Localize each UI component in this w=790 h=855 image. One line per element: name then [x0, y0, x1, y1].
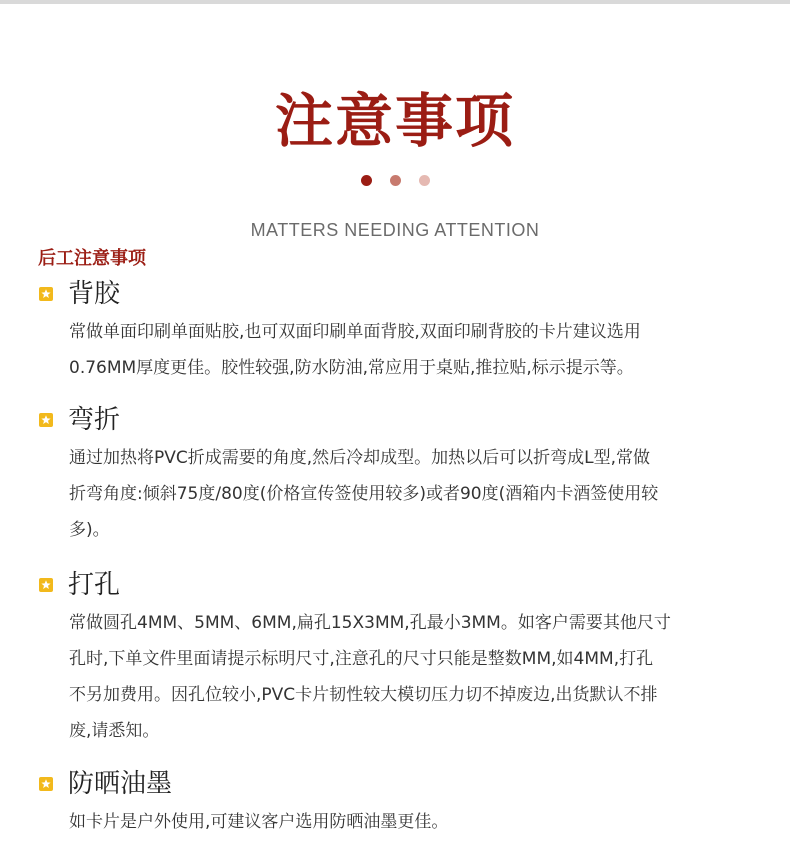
section-title: 打孔: [68, 570, 121, 600]
body-line: 废,请悉知。: [69, 721, 160, 741]
body-line: 多)。: [69, 520, 110, 540]
section-punching: [0, 565, 790, 749]
page-subtitle: MATTERS NEEDING ATTENTION: [250, 220, 540, 240]
body-line: 折弯角度:倾斜75度/80度(价格宣传签使用较多)或者90度(酒箱内卡酒签使用较: [69, 484, 659, 504]
star-badge-icon: [38, 412, 54, 428]
section-backing-adhesive: [0, 274, 790, 386]
body-line: 如卡片是户外使用,可建议客户选用防晒油墨更佳。: [69, 812, 449, 832]
dot-3: [419, 175, 430, 186]
body-line: 不另加费用。因孔位较小,PVC卡片韧性较大模切压力切不掉废边,出货默认不排: [69, 685, 658, 705]
section-header: [0, 565, 790, 605]
body-line: 常做单面印刷单面贴胶,也可双面印刷单面背胶,双面印刷背胶的卡片建议选用: [69, 322, 641, 342]
body-line: 通过加热将PVC折成需要的角度,然后冷却成型。加热以后可以折弯成L型,常做: [69, 448, 651, 468]
star-badge-icon: [38, 776, 54, 792]
category-label: 后工注意事项: [38, 248, 146, 269]
section-bending: [0, 400, 790, 548]
body-line: 0.76MM厚度更佳。胶性较强,防水防油,常应用于桌贴,推拉贴,标示提示等。: [69, 358, 634, 378]
section-body: [69, 440, 760, 548]
section-title: 弯折: [68, 405, 121, 435]
decorative-dots: [0, 175, 790, 186]
page-title: 注意事项: [274, 87, 515, 155]
star-badge-icon: [38, 577, 54, 593]
section-body: [69, 804, 760, 840]
body-line: 常做圆孔4MM、5MM、6MM,扁孔15X3MM,孔最小3MM。如客户需要其他尺寸: [69, 613, 671, 633]
section-header: [0, 400, 790, 440]
top-divider: [0, 0, 790, 4]
section-title: 防晒油墨: [68, 769, 173, 799]
section-body: [69, 605, 760, 749]
section-uv-ink: [0, 764, 790, 840]
body-line: 孔时,下单文件里面请提示标明尺寸,注意孔的尺寸只能是整数MM,如4MM,打孔: [69, 649, 654, 669]
dot-2: [390, 175, 401, 186]
section-title: 背胶: [68, 279, 121, 309]
dot-1: [361, 175, 372, 186]
section-body: [69, 314, 760, 386]
star-badge-icon: [38, 286, 54, 302]
section-header: [0, 274, 790, 314]
section-header: [0, 764, 790, 804]
